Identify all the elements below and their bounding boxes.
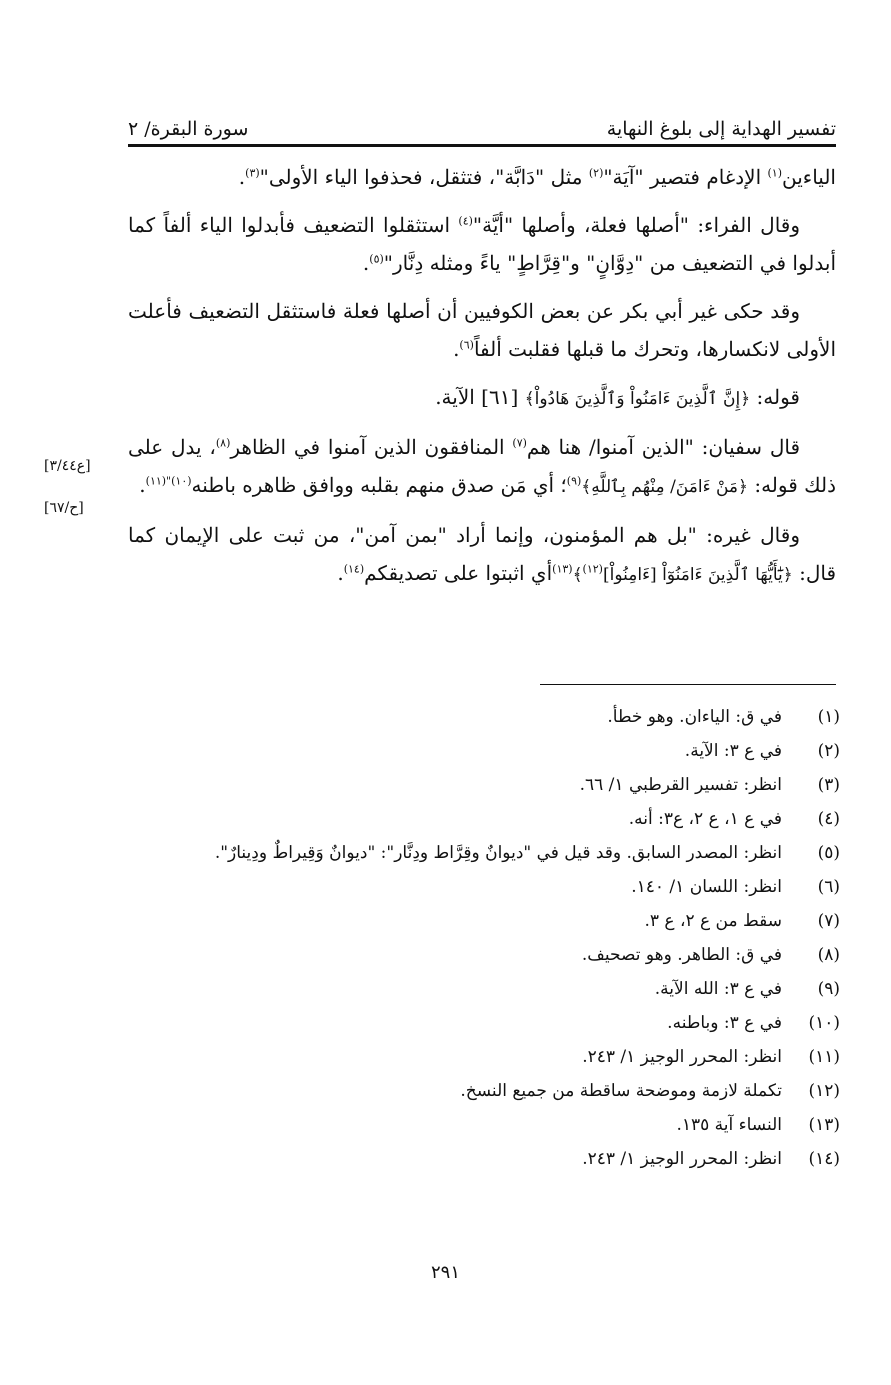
footnote-separator xyxy=(540,684,836,685)
footnote-text: انظر: المحرر الوجيز ١/ ٢٤٣. xyxy=(582,1149,782,1169)
footnote-number: (١٢) xyxy=(808,1081,840,1101)
footnote-text: انظر: المصدر السابق. وقد قيل في "ديوانٌ وقِرَّاط ودِنَّار": "ديوانٌ وَقِيراطٌ ودِينارٌ". xyxy=(214,843,782,863)
footnote-ref[interactable]: (١٢) xyxy=(582,562,603,576)
footnote-item xyxy=(128,1040,840,1074)
book-title: تفسير الهداية إلى بلوغ النهاية xyxy=(606,118,836,140)
footnote-item xyxy=(128,1142,840,1176)
footnote-ref[interactable]: (٢) xyxy=(588,166,604,180)
paragraph-4: قوله: ﴿إِنَّ ٱلَّذِينَ ءَامَنُواْ وَٱلَّذِينَ هَادُواْ﴾ [٦١] الآية. xyxy=(435,385,800,409)
footnote-number: (٧) xyxy=(817,911,840,931)
footnote-item xyxy=(128,836,840,870)
quran-verse: ﴿إِنَّ ٱلَّذِينَ ءَامَنُواْ وَٱلَّذِينَ هَادُواْ﴾ xyxy=(524,389,751,409)
footnote-item xyxy=(128,938,840,972)
side-note-2: [ح/٦٧] xyxy=(44,500,84,516)
footnote-item xyxy=(128,870,840,904)
footnote-number: (١٠) xyxy=(808,1013,840,1033)
footnote-ref[interactable]: (١٤) xyxy=(343,562,365,576)
footnote-text: انظر: اللسان ١/ ١٤٠. xyxy=(631,877,782,897)
footnote-item xyxy=(128,768,840,802)
paragraph-2: وقال الفراء: "أصلها فعلة، وأصلها "أيَّة"$^{(٤)}$ استثقلوا التضعيف فأبدلوا الياء ألفاً كما أبدلوا في التضعيف من "دِوَّانٍ" و"قِرَّاطٍ" ياءً ومثله دِنَّار"$^{(٥)}$. xyxy=(128,213,836,275)
running-header xyxy=(128,100,836,147)
footnote-number: (٣) xyxy=(817,775,840,795)
quran-verse: ﴿يَٰٓأَيُّهَا ٱلَّذِينَ ءَامَنُوٓاْ [ءَامِنُواْ] xyxy=(602,565,793,585)
footnote-number: (٤) xyxy=(817,809,840,829)
paragraph-3: وقد حكى غير أبي بكر عن بعض الكوفيين أن أصلها فعلة فاستثقل التضعيف فأعلت الأولى لانكسارها، وتحرك ما قبلها فقلبت ألفاً$^{(٦)}$. xyxy=(128,299,836,361)
footnotes-list xyxy=(128,700,840,1176)
footnote-item xyxy=(128,802,840,836)
footnote-ref[interactable]: (١٣) xyxy=(552,562,573,576)
footnote-number: (١٤) xyxy=(808,1149,840,1169)
main-text xyxy=(128,158,836,604)
footnote-number: (١١) xyxy=(808,1047,840,1067)
footnote-text: في ع ٣: وباطنه. xyxy=(667,1013,782,1033)
footnote-text: انظر: المحرر الوجيز ١/ ٢٤٣. xyxy=(582,1047,782,1067)
footnote-number: (٩) xyxy=(817,979,840,999)
footnote-item xyxy=(128,1074,840,1108)
paragraph-5: قال سفيان: "الذين آمنوا/ هنا هم$^{(٧)}$ المنافقون الذين آمنوا في الظاهر$^{(٨)}$، يدل على ذلك قوله: ﴿مَنْ ءَامَنَ/ مِنْهُم بِٱللَّهِ﴾$^{(٩)}$؛ أي مَن صدق منهم بقلبه ووافق ظاهره باطنه$^{(١٠)"(١١)}$. xyxy=(128,435,836,497)
footnote-ref[interactable]: (٣) xyxy=(245,166,260,180)
footnote-ref[interactable]: (٤) xyxy=(458,214,473,228)
footnote-ref[interactable]: (٨) xyxy=(215,436,231,450)
footnote-ref[interactable]: (٥) xyxy=(369,252,384,266)
paragraph-1: الياءين$^{(١)}$ الإدغام فتصير "آيَة"$^{(٢)}$ مثل "دَابَّة"، فتثقل، فحذفوا الياء الأولى"$^{(٣)}$. xyxy=(238,165,836,189)
footnote-item xyxy=(128,734,840,768)
page-number: ٢٩١ xyxy=(430,1262,460,1283)
footnote-number: (٦) xyxy=(817,877,840,897)
footnote-ref[interactable]: (٦) xyxy=(459,338,474,352)
footnote-item xyxy=(128,1108,840,1142)
footnote-number: (٢) xyxy=(817,741,840,761)
footnote-text: النساء آية ١٣٥. xyxy=(676,1115,782,1135)
footnote-text: في ع ١، ع ٢، ع٣: أنه. xyxy=(628,809,782,829)
footnote-item xyxy=(128,1006,840,1040)
footnote-item xyxy=(128,700,840,734)
footnote-ref[interactable]: (١٠) xyxy=(171,474,192,488)
footnote-number: (٨) xyxy=(817,945,840,965)
side-note-1: [ع٣/٤٤] xyxy=(44,458,91,474)
footnote-text: تكملة لازمة وموضحة ساقطة من جميع النسخ. xyxy=(460,1081,782,1101)
footnote-item xyxy=(128,904,840,938)
footnote-text: في ع ٣: الآية. xyxy=(684,741,782,761)
footnote-number: (٥) xyxy=(817,843,840,863)
footnote-item xyxy=(128,972,840,1006)
footnote-text: في ق: الياءان. وهو خطأ. xyxy=(607,707,782,727)
footnote-number: (١) xyxy=(817,707,840,727)
footnote-ref[interactable]: (١) xyxy=(767,166,783,180)
footnote-ref[interactable]: (٩) xyxy=(566,474,582,488)
footnote-text: في ق: الطاهر. وهو تصحيف. xyxy=(581,945,782,965)
footnote-ref[interactable]: "(١١) xyxy=(145,474,172,488)
quran-verse: ﴿مَنْ ءَامَنَ/ مِنْهُم بِٱللَّهِ﴾ xyxy=(581,477,748,497)
footnote-text: سقط من ع ٢، ع ٣. xyxy=(644,911,782,931)
footnote-ref[interactable]: (٧) xyxy=(512,436,527,450)
footnote-text: انظر: تفسير القرطبي ١/ ٦٦. xyxy=(579,775,782,795)
surah-name: سورة البقرة/ ٢ xyxy=(128,118,249,140)
paragraph-6: وقال غيره: "بل هم المؤمنون، وإنما أراد "بمن آمن"، من ثبت على الإيمان كما قال: ﴿يَٰٓأَيُّهَا ٱلَّذِينَ ءَامَنُوٓاْ [ءَامِنُواْ]$^{(١٢)}$﴾$^{(١٣)}$أي اثبتوا على تصديقكم$^{(١٤)}$. xyxy=(128,523,836,585)
footnote-text: في ع ٣: الله الآية. xyxy=(654,979,782,999)
footnote-number: (١٣) xyxy=(808,1115,840,1135)
